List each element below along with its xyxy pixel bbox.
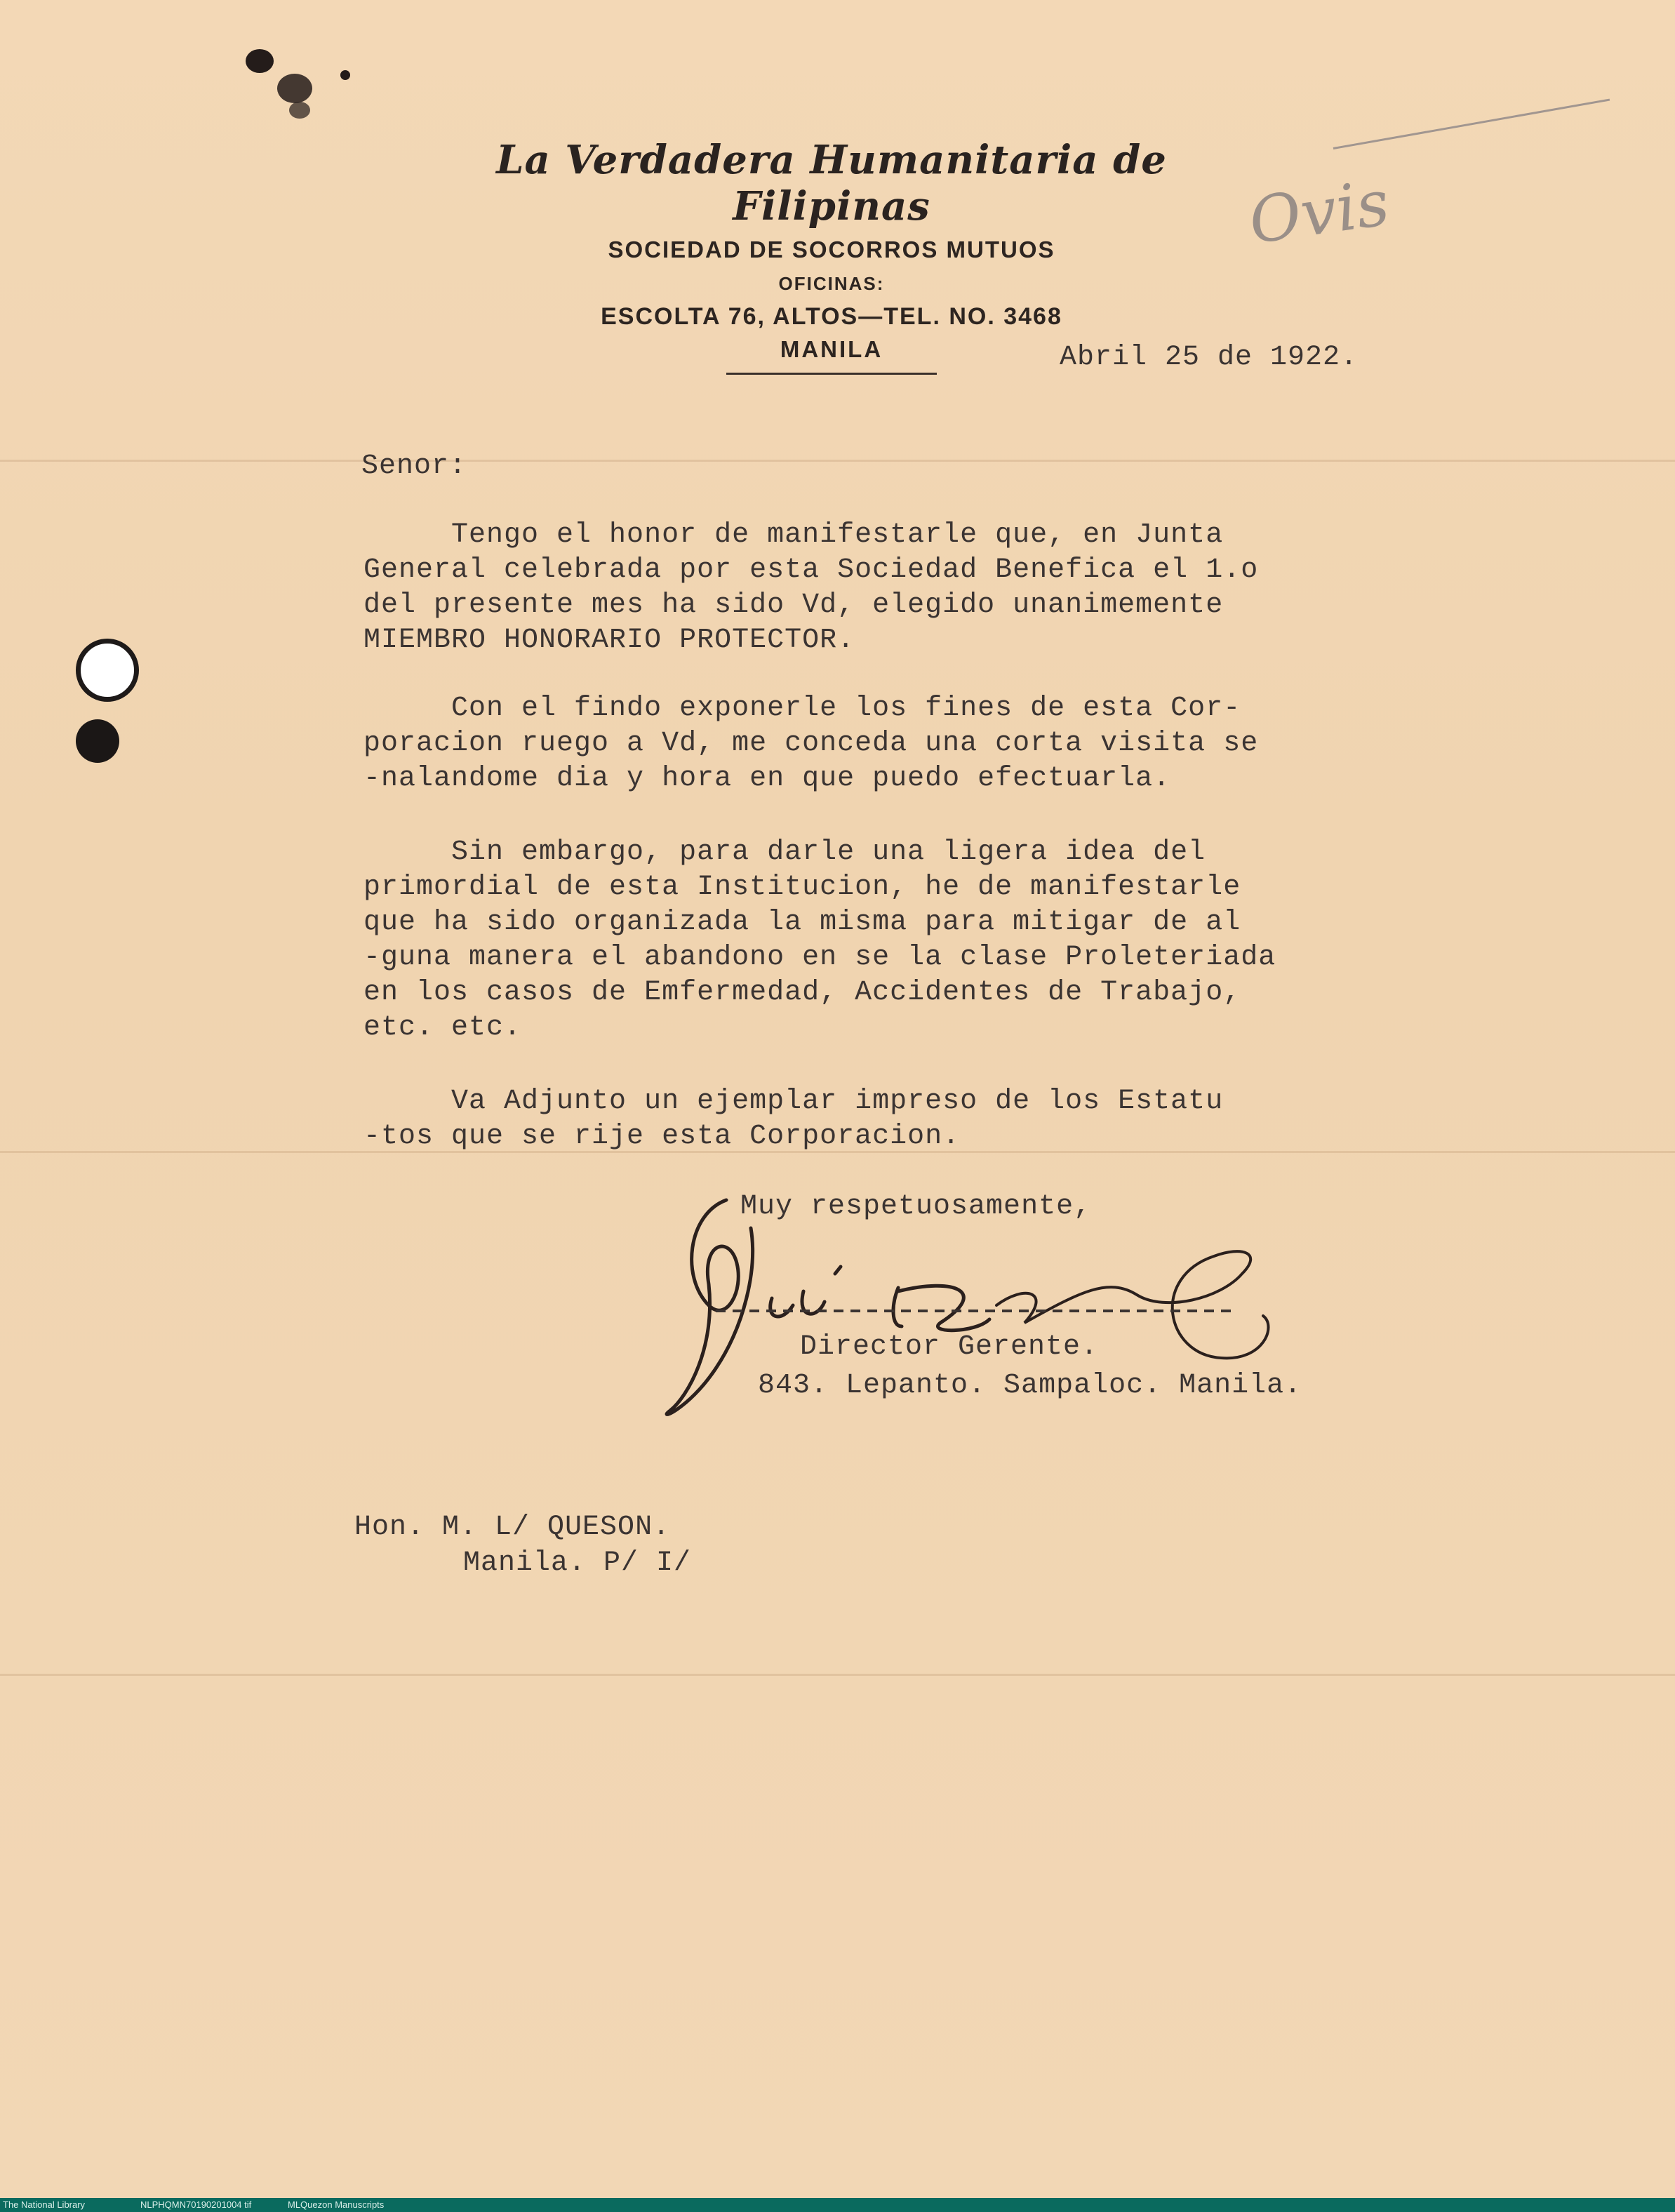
fold-line	[0, 460, 1675, 462]
letterhead-rule	[726, 373, 937, 375]
punch-hole	[76, 719, 119, 763]
footer-file: NLPHQMN70190201004 tif	[140, 2199, 252, 2210]
signer-title: Director Gerente.	[800, 1331, 1099, 1363]
signer-address: 843. Lepanto. Sampaloc. Manila.	[758, 1370, 1302, 1401]
letter-date: Abril 25 de 1922.	[1060, 342, 1359, 373]
ink-stain	[289, 102, 310, 119]
footer-collection: MLQuezon Manuscripts	[288, 2199, 385, 2210]
paragraph: Tengo el honor de manifestarle que, en Junta General celebrada por esta Sociedad Benefica el 1.o del presente mes ha sido Vd, elegido unanimemente MIEMBRO HONORARIO PROTECTOR.	[363, 519, 1259, 656]
fold-line	[0, 1674, 1675, 1676]
office-city: MANILA	[780, 336, 883, 362]
ink-stain	[277, 74, 312, 103]
letterhead	[449, 137, 1214, 375]
salutation: Senor:	[361, 451, 467, 482]
organization-subtitle: SOCIEDAD DE SOCORROS MUTUOS	[608, 236, 1055, 262]
ink-stain	[340, 70, 350, 80]
footer-library: The National Library	[3, 2199, 86, 2210]
recipient-name: Hon. M. L/ QUESON.	[354, 1512, 671, 1543]
office-address: ESCOLTA 76, ALTOS—TEL. NO. 3468	[601, 303, 1062, 330]
pencil-stroke	[1333, 99, 1610, 149]
recipient-city: Manila. P/ I/	[463, 1547, 692, 1579]
offices-label: OFICINAS:	[778, 273, 885, 294]
closing: Muy respetuosamente,	[740, 1191, 1092, 1222]
punch-hole	[76, 639, 139, 702]
ink-stain	[246, 49, 274, 73]
paragraph: Sin embargo, para darle una ligera idea del primordial de esta Institucion, he de manifestarle que ha sido organizada la misma para mitigar de al -guna manera el abandono en se la clase Proleteriada en los casos de Emfermedad, Accidentes de Trabajo, etc. etc.	[363, 837, 1276, 1044]
pencil-annotation: Ovis	[1244, 166, 1394, 259]
paragraph: Va Adjunto un ejemplar impreso de los Estatu -tos que se rije esta Corporacion.	[363, 1086, 1224, 1152]
organization-name: La Verdadera Humanitaria de Filipinas	[496, 137, 1167, 229]
archive-footer	[0, 2198, 1675, 2212]
paragraph: Con el findo exponerle los fines de esta Cor- poracion ruego a Vd, me conceda una corta visita se -nalandome dia y hora en que puedo efectuarla.	[363, 693, 1259, 794]
